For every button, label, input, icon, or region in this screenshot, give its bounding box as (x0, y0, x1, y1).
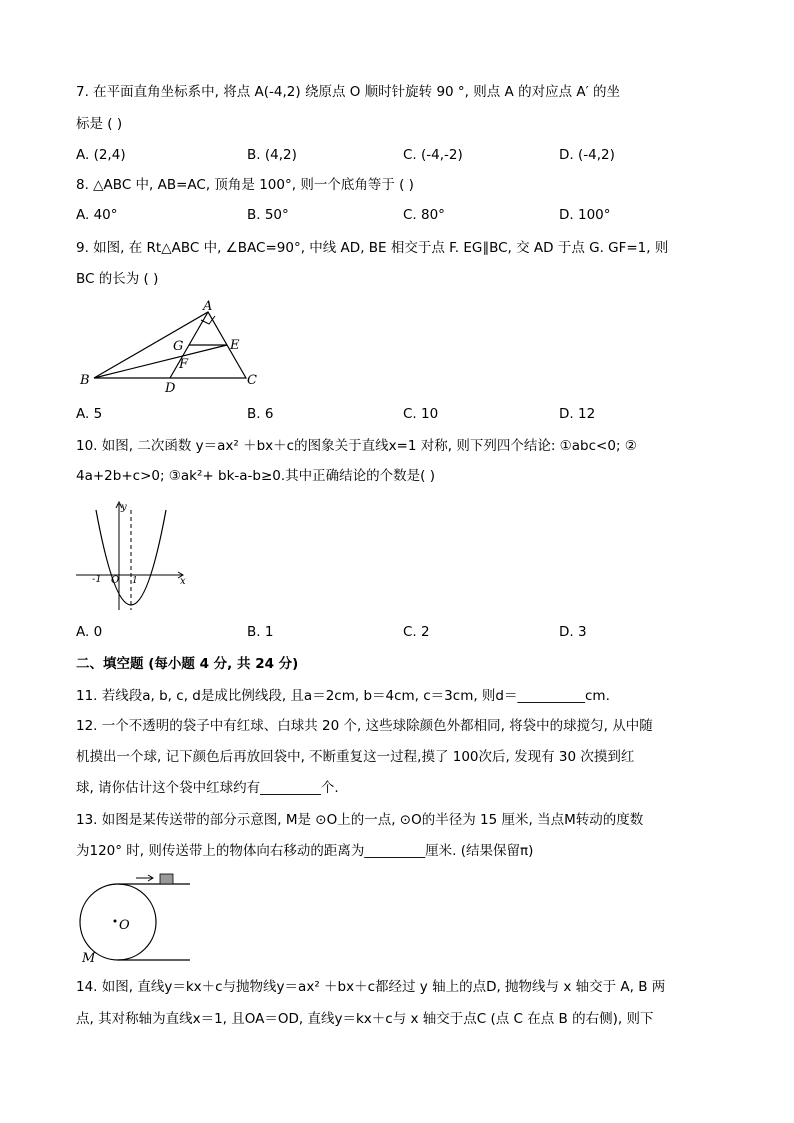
q14-line1: 14. 如图, 直线y＝kx＋c与抛物线y＝ax² ＋bx＋c都经过 y 轴上的点D, 抛物线与 x 轴交于 A, B 两 (76, 979, 666, 995)
q10-option-b: B. 1 (247, 624, 274, 640)
q13-label-o: O (119, 918, 130, 933)
q12-line2: 机摸出一个球, 记下颜色后再放回袋中, 不断重复这一过程,摸了 100次后, 发现有 30 次摸到红 (76, 749, 635, 765)
q8-line1: 8. △ABC 中, AB=AC, 顶角是 100°, 则一个底角等于 ( ) (76, 177, 414, 193)
q8-option-c: C. 80° (403, 207, 445, 223)
q14-line2: 点, 其对称轴为直线x＝1, 且OA＝OD, 直线y＝kx＋c与 x 轴交于点C (点 C 在点 B 的右侧), 则下 (76, 1011, 654, 1027)
q13-conveyor-figure (76, 872, 206, 967)
q13-line2: 为120° 时, 则传送带上的物体向右移动的距离为_________厘米. (结果保留π) (76, 843, 534, 859)
q13-label-m: M (82, 951, 96, 966)
q9-line2: BC 的长为 ( ) (76, 271, 159, 287)
q7-option-b: B. (4,2) (247, 147, 297, 163)
q10-option-c: C. 2 (403, 624, 430, 640)
q7-line1: 7. 在平面直角坐标系中, 将点 A(-4,2) 绕原点 O 顺时针旋转 90 °, 则点 A 的对应点 A′ 的坐 (76, 84, 620, 100)
q12-line3: 球, 请你估计这个袋中红球约有_________个. (76, 780, 339, 796)
q9-label-c: C (247, 373, 257, 388)
q10-tick-minus1: -1 (92, 574, 102, 585)
q9-line1: 9. 如图, 在 Rt△ABC 中, ∠BAC=90°, 中线 AD, BE 相交于点 F. EG∥BC, 交 AD 于点 G. GF=1, 则 (76, 240, 669, 256)
q10-line1: 10. 如图, 二次函数 y＝ax² ＋bx＋c的图象关于直线x=1 对称, 则下列四个结论: ①abc<0; ② (76, 438, 637, 454)
q9-triangle-figure (75, 298, 275, 398)
q9-option-a: A. 5 (76, 406, 103, 422)
q9-label-e: E (230, 338, 240, 353)
q9-label-a: A (203, 299, 213, 314)
q7-option-c: C. (-4,-2) (403, 147, 463, 163)
q9-label-f: F (179, 357, 189, 372)
q7-option-a: A. (2,4) (76, 147, 126, 163)
q7-option-d: D. (-4,2) (559, 147, 615, 163)
q9-option-d: D. 12 (559, 406, 596, 422)
q7-line2: 标是 ( ) (76, 116, 123, 132)
q10-axis-x-label: x (180, 576, 186, 587)
q10-axis-y-label: y (121, 502, 127, 513)
q11-line1: 11. 若线段a, b, c, d是成比例线段, 且a＝2cm, b＝4cm, c＝3cm, 则d＝__________cm. (76, 688, 610, 704)
q8-option-b: B. 50° (247, 207, 289, 223)
q12-line1: 12. 一个不透明的袋子中有红球、白球共 20 个, 这些球除颜色外都相同, 将袋中的球搅匀, 从中随 (76, 718, 653, 734)
q8-option-a: A. 40° (76, 207, 118, 223)
q8-option-d: D. 100° (559, 207, 611, 223)
q9-label-b: B (80, 373, 90, 388)
q10-line2: 4a+2b+c>0; ③ak²+ bk-a-b≥0.其中正确结论的个数是( ) (76, 468, 436, 484)
q9-label-g: G (173, 339, 184, 354)
q10-parabola-figure (74, 500, 194, 615)
q9-option-b: B. 6 (247, 406, 274, 422)
q9-option-c: C. 10 (403, 406, 439, 422)
q10-option-d: D. 3 (559, 624, 587, 640)
q13-line1: 13. 如图是某传送带的部分示意图, M是 ⊙O上的一点, ⊙O的半径为 15 厘米, 当点M转动的度数 (76, 812, 644, 828)
q9-label-d: D (165, 381, 176, 396)
q10-tick-1: 1 (132, 576, 138, 586)
q10-origin-label: O (111, 575, 120, 586)
section-fill-blank-heading: 二、填空题 (每小题 4 分, 共 24 分) (76, 656, 299, 672)
q10-option-a: A. 0 (76, 624, 103, 640)
